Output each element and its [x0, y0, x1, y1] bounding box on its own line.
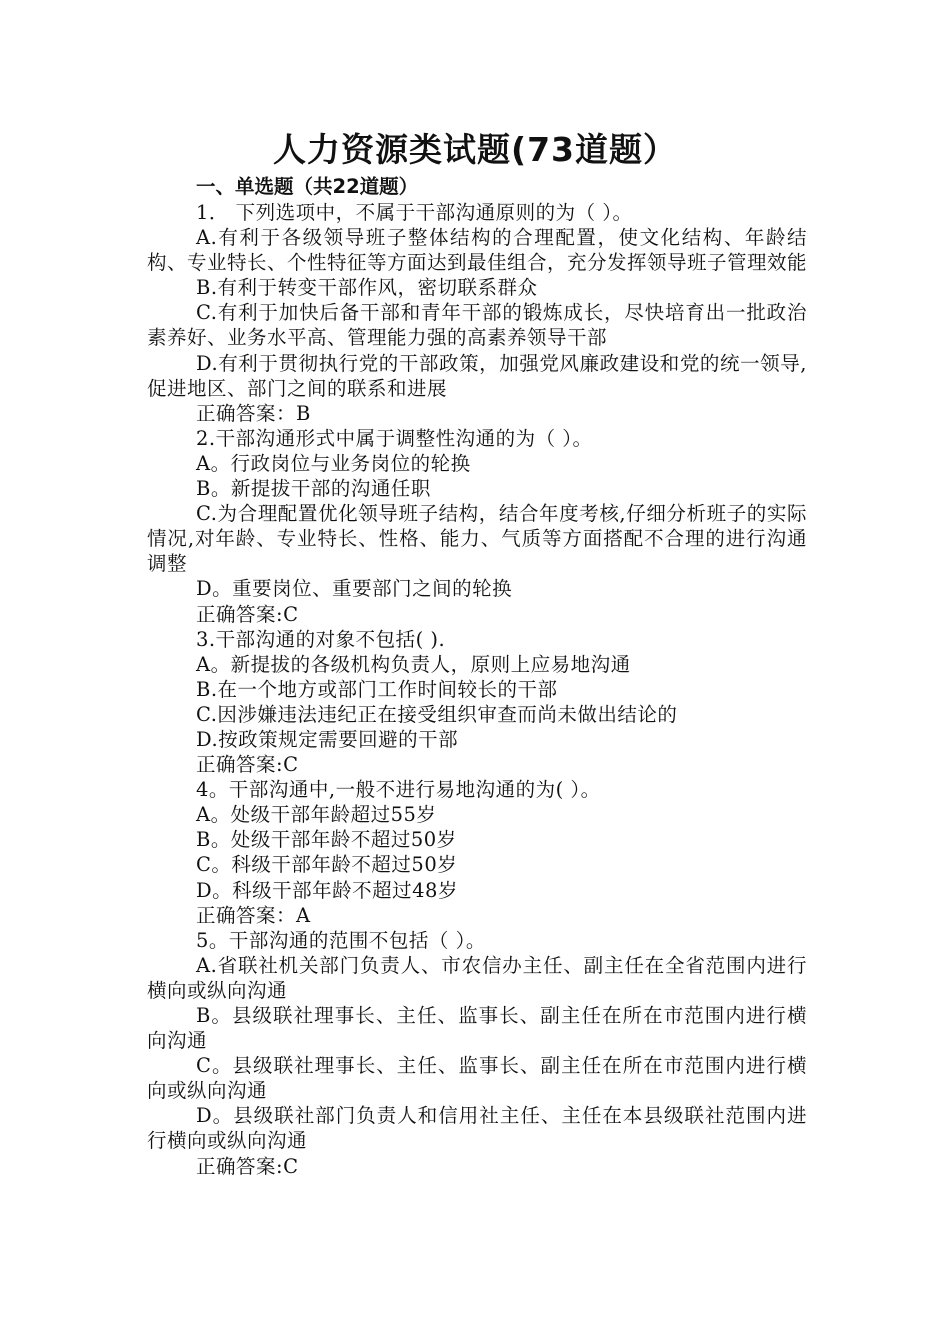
option-a: A。行政岗位与业务岗位的轮换 — [196, 451, 471, 475]
question-stem: 1． 下列选项中，不属于干部沟通原则的为（ ）。 — [196, 201, 633, 224]
option-a: A。处级干部年龄超过55岁 — [196, 803, 437, 827]
correct-answer: 正确答案：B — [196, 401, 311, 425]
option-c: C。县级联社理事长、主任、监事长、副主任在所在市范围内进行横向或纵向沟通 — [147, 1054, 807, 1103]
question-stem: 2.干部沟通形式中属于调整性沟通的为（ ）。 — [196, 426, 593, 450]
option-b: B。县级联社理事长、主任、监事长、副主任在所在市范围内进行横向沟通 — [147, 1004, 807, 1053]
document-title: 人力资源类试题(73道题） — [272, 130, 677, 169]
option-c: C.因涉嫌违法违纪正在接受组织审查而尚未做出结论的 — [196, 702, 678, 726]
correct-answer: 正确答案：A — [196, 903, 311, 927]
option-b: B.在一个地方或部门工作时间较长的干部 — [196, 677, 558, 701]
option-d: D。县级联社部门负责人和信用社主任、主任在本县级联社范围内进行横向或纵向沟通 — [147, 1104, 807, 1153]
option-a: A.有利于各级领导班子整体结构的合理配置，使文化结构、年龄结构、专业特长、个性特征等方面达到最佳组合，充分发挥领导班子管理效能 — [147, 226, 808, 275]
option-c: C。科级干部年龄不超过50岁 — [196, 853, 458, 877]
option-b: B.有利于转变干部作风，密切联系群众 — [196, 276, 538, 300]
option-d: D.按政策规定需要回避的干部 — [196, 727, 459, 751]
option-b: B。处级干部年龄不超过50岁 — [196, 828, 457, 852]
option-d: D。重要岗位、重要部门之间的轮换 — [196, 577, 513, 601]
question-stem: 3.干部沟通的对象不包括( ). — [196, 627, 446, 651]
question-list — [147, 200, 807, 1179]
section-heading: 一、单选题（共22道题） — [196, 175, 419, 198]
correct-answer: 正确答案:C — [196, 602, 299, 626]
option-d: D。科级干部年龄不超过48岁 — [196, 878, 458, 902]
option-c: C.为合理配置优化领导班子结构，结合年度考核,仔细分析班子的实际情况,对年龄、专业特长、性格、能力、气质等方面搭配不合理的进行沟通调整 — [147, 502, 807, 576]
option-c: C.有利于加快后备干部和青年干部的锻炼成长，尽快培育出一批政治素养好、业务水平高、管理能力强的高素养领导干部 — [147, 301, 807, 350]
correct-answer: 正确答案:C — [196, 1154, 299, 1178]
option-d: D.有利于贯彻执行党的干部政策，加强党风廉政建设和党的统一领导,促进地区、部门之间的联系和进展 — [147, 351, 807, 400]
option-a: A。新提拔的各级机构负责人，原则上应易地沟通 — [196, 652, 631, 676]
question-stem: 4。干部沟通中,一般不进行易地沟通的为( ）。 — [196, 778, 601, 802]
option-b: B。新提拔干部的沟通任职 — [196, 477, 431, 501]
option-a: A.省联社机关部门负责人、市农信办主任、副主任在全省范围内进行横向或纵向沟通 — [147, 953, 807, 1002]
question-stem: 5。干部沟通的范围不包括（ ）。 — [196, 928, 486, 952]
correct-answer: 正确答案:C — [196, 753, 299, 777]
